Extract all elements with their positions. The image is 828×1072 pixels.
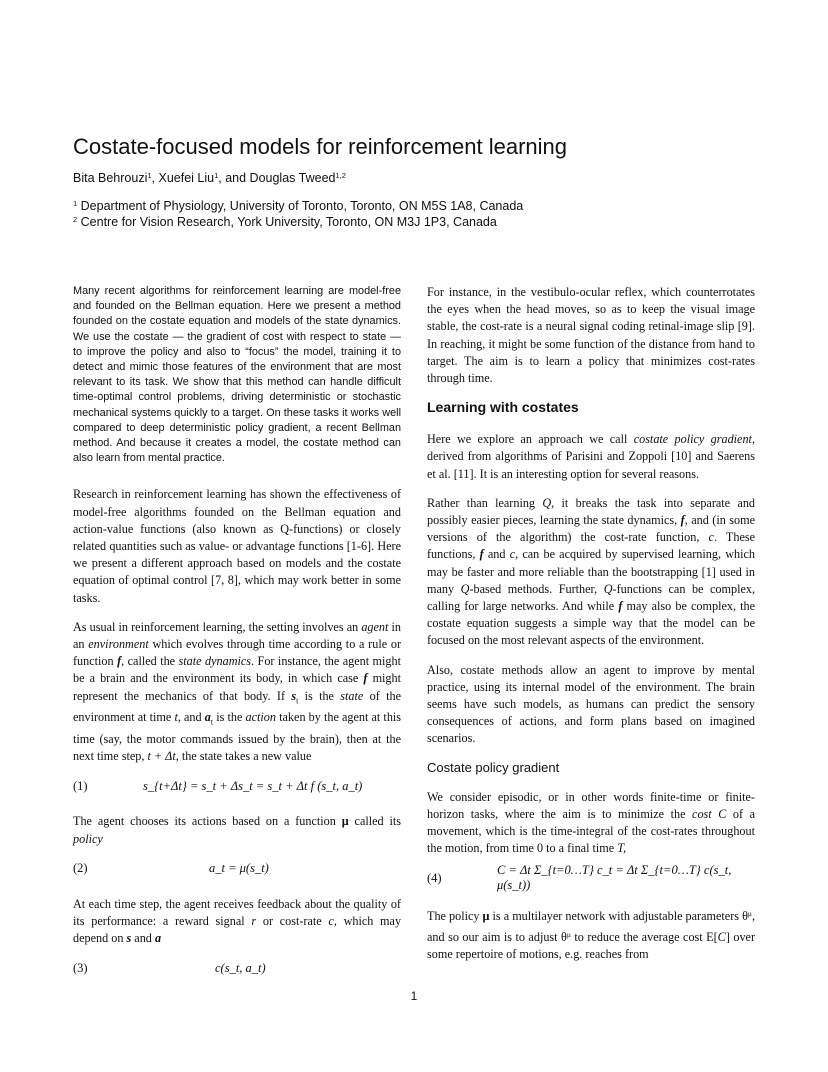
- affiliation-1: [73, 199, 523, 213]
- left-column: [73, 284, 401, 995]
- author-name: Bita Behrouzi: [73, 171, 148, 185]
- equation-number: (4): [427, 870, 442, 885]
- equation-3: [73, 959, 401, 977]
- affiliation-mark: 2: [73, 215, 78, 224]
- body-paragraph: Rather than learning Q, it breaks the task into separate and possibly easier pieces, learning the state dynamics, f, and (in some versions of the algorithm) the cost-rate function, c. These functions, f and c, can be acquired by supervised learning, which may be faster and more reliable than the bootstrapping [1] used in many Q-based methods. Further, Q-functions can be complex, calling for large networks. And while f may also be complex, the costate equation suggests a simple way that the model can be focused on the most relevant aspects of the environment.: [427, 495, 756, 648]
- author-name: Xuefei Liu: [158, 171, 215, 185]
- equation-number: (3): [73, 960, 88, 975]
- subsection-heading: Costate policy gradient: [427, 759, 560, 775]
- affiliation-mark: 1: [73, 199, 78, 208]
- equation-body: s_{t+Δt} = s_t + Δs_t = s_t + Δt f (s_t, a_t): [143, 778, 363, 793]
- equation-body: c(s_t, a_t): [215, 960, 266, 975]
- affiliation-text: Centre for Vision Research, York University, Toronto, ON M3J 1P3, Canada: [80, 215, 497, 229]
- body-paragraph: Here we explore an approach we call costate policy gradient, derived from algorithms of Parisini and Zoppoli [10] and Saerens et al. [11]. It is an interesting option for several reasons.: [427, 432, 755, 481]
- author-list: [73, 171, 346, 185]
- author-name: Douglas Tweed: [249, 171, 336, 185]
- author-separator: ,: [151, 171, 159, 185]
- equation-body: a_t = μ(s_t): [209, 861, 269, 876]
- body-paragraph: Research in reinforcement learning has shown the effectiveness of model-free algorithms founded on the Bellman equation and action-value functions (also known as Q-functions) or closely related quantities such as value- or advantage functions [1-6]. Here we present a different approach based on models and the costate equation of optimal control [7, 8], which may work better in some tasks.: [73, 487, 401, 605]
- affiliation-2: [73, 215, 497, 229]
- author-affiliation-mark: 1,2: [335, 171, 346, 180]
- author-separator: , and: [218, 171, 250, 185]
- paper-title: Costate-focused models for reinforcement learning: [73, 134, 568, 159]
- page-number: 1: [410, 989, 418, 1003]
- equation-2: [73, 860, 401, 878]
- abstract: Many recent algorithms for reinforcement learning are model-free and founded on the Bellman equation. Here we present a method founded on the costate equation and models of the state dynamics. We use the costate — the gradient of cost with respect to state — to improve the policy and also to “focus” the model, training it to detect and mimic those features of the environment that are most relevant to its task. We show that this method can handle difficult time-optimal control problems, driving deterministic or stochastic mechanical systems quickly to a target. On these tasks it works well compared to deep deterministic policy gradient, a recent Bellman method. And because it creates a model, the costate method can also learn from mental practice.: [73, 285, 401, 465]
- body-paragraph: As usual in reinforcement learning, the setting involves an agent in an environment which evolves through time according to a rule or function f, called the state dynamics. For instance, the agent might be a brain and the environment its body, in which case f might represent the mechanics of that body. If $s_t$ is the state of the environment at time t, and $a_t$ is the action taken by the agent at this time (say, the motor commands issued by the brain), then at the next time step, t + Δt, the state takes a new value: [73, 619, 402, 764]
- author-affiliation-mark: 1: [214, 171, 219, 180]
- body-paragraph: For instance, in the vestibulo-ocular reflex, which counterrotates the eyes when the head moves, so as to keep the visual image stable, the cost-rate is a neural signal coding retinal-image slip [9]. In reaching, it might be some function of the distance from hand to target. The aim is to learn a policy that minimizes cost-rates through time.: [427, 285, 755, 386]
- equation-1: [73, 777, 401, 795]
- equation-4: [427, 863, 755, 893]
- body-paragraph: Also, costate methods allow an agent to improve by mental practice, using its internal model of the environment. The brain seems have such models, as humans can predict the sensory consequences of actions, and form plans based on imagined scenarios.: [427, 662, 755, 746]
- equation-number: (2): [73, 861, 88, 876]
- affiliation-text: Department of Physiology, University of Toronto, Toronto, ON M5S 1A8, Canada: [80, 199, 524, 213]
- right-column: [427, 284, 755, 975]
- body-paragraph: At each time step, the agent receives feedback about the quality of its performance: a reward signal r or cost-rate c, which may depend on s and a: [73, 896, 402, 946]
- author-affiliation-mark: 1: [147, 171, 152, 180]
- body-paragraph: The agent chooses its actions based on a function μ called its policy: [73, 814, 402, 846]
- body-paragraph: We consider episodic, or in other words finite-time or finite-horizon tasks, where the aim is to minimize the cost C of a movement, which is the time-integral of the cost-rates throughout the motion, from time 0 to a final time T,: [427, 789, 755, 856]
- equation-body: C = Δt Σ_{t=0…T} c_t = Δt Σ_{t=0…T} c(s_t, μ(s_t)): [497, 863, 732, 893]
- equation-number: (1): [73, 778, 88, 793]
- body-paragraph: The policy μ is a multilayer network with adjustable parameters $\theta^\mu$, and so our aim is to adjust $\theta^\mu$ to reduce the average cost E[C] over some repertoire of motions, e.g. reaches from: [427, 909, 756, 961]
- section-heading: Learning with costates: [427, 399, 579, 416]
